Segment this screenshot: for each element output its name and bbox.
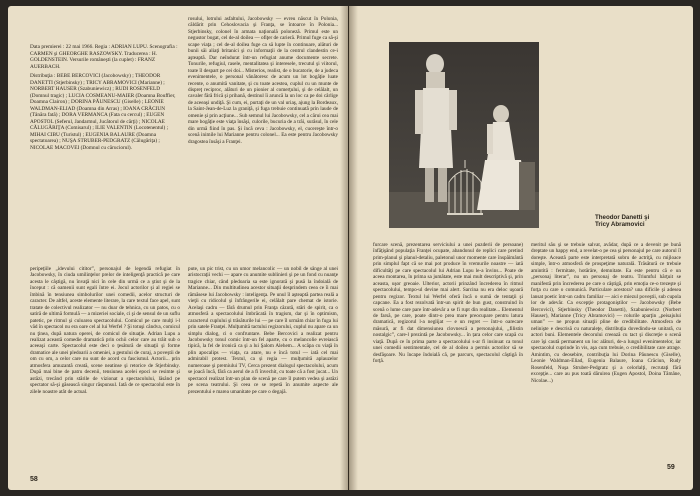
article-column-top-right <box>188 16 338 262</box>
page-number-left: 58 <box>30 476 38 483</box>
article-paragraph: pute, un pic trist, cu un umor melancolic — un nobil de sânge al unei aristocraţii vechi — apare cu anumite sublinieri şi pe un fond cu nuanţe tragice chiar, când pledoaria sa este ignorată şi pusă la îndoială de Marianne... Din multitudinea acestor situaţii desprindem ceea ce îi mai rămăsese lui Jacobowsky : inteligenţa. Pe unul îl aşteaptă partea reală a vieţii cu ridicolul şi înfrângerile ei, celălalt pare chemat de istorie. Acelaşi cadru — fără drumul prin Franţa căzută, stări de spirit, ca o atmosferă a spectacolului îmbrăcată în tragism, dar şi în optimism, caracterul cuplului şi trăsăturile lui — pe care îl urmăm chiar în fuga lui prin satele Franţei. Mulţumită tactului regizorului, cuplul nu apare ca un simplu dialog, ci o confruntare. Bebe Bercovici a realizat pentru Jacobowsky tonul comic într-un fel aparte, cu o melancolie evreiască tipică, la fel de ironică ca şi a lui Şalom Alehem... A scăpa cu viaţă în plin apocalips — viaţa, ca atare, nu e încă totul — iată cel mai admirabil protest. Textul, ca și regia — mulţumită aplauzelor numeroase şi premiului TV, Cerca prezent dialogul spectacolului, acum se joacă încă, fără ca aerul de a fi învechit, cu toate că a fost jucat... Un spectacol realizat într-un plan de scenă pe care îl putem vedea şi astăzi pe scena teatrului. Şi ceea ce se repetă în anumite aspecte ale prezentului e marea umanitate pe care o degajă. <box>188 266 338 395</box>
article-paragraph: rosului, lotrului asfaltului, Jacobowsky — evreu născut în Polonia, căldărit prin Cehoslovacia şi Franţa, se întoarce în Polonia... Stjerbinsky, colonel în armata naţională poloneză. Primul este un negustor bogat, cel de-al doilea — ofiţer de carieră. Primul fuge ca să-şi scape viaţa ; cel de-al doilea fuge ca să lupte în continuare, alături de bunii săi aliaţi britanici şi cu informaţii de la centrul clandestin ce-i aşteaptă. Dar neîndurat într-un refugiat anume documente secrete. Tonurile, refugiul, rasele, mentalitatea şi interesele, trecutul şi viitorul, toate îl despart pe cei doi... Misterios, realist, de o bucatorie, de a judeca evenimentele, o personal vânătoresc de acum un lot bogăţie luate recente, o anumită vanitate, şi cu toate acestea, cuplul cu un munte de dispreţ reciproc, alături de un pionier al comerţului, şi de celălalt, un cavaler fără frică şi prihană, destinul îi aruncă la un loc ca pe doi cârlige de aceeaşi undiţă. Şi cum, ei, purtaţi de un val uriaş, ajung la Bordeaux, la Saint-Jean-de-Luz la graniţă, şi fuga trebuie continuată prin laude de omenie şi prin acţiune... Sub semnul lui Jacobowsky, cel a cărui cea mai mare bogăţie este viaţa însăşi, culorile, bucuria de a trăi, surâsul, în cele din urmă fiind în pas. Şi încă ceva : Jacobowsky, el, cucereşte într-o scenă inimile lui Marianne pentru colonel... Ea este pentru Jacobowsky dragostea însăşi a Franţei. <box>188 16 338 145</box>
photo-caption: Theodor Danetti şi Tricy Abramovici <box>595 214 650 229</box>
stage-photo <box>389 42 539 228</box>
stage-photo-image <box>389 42 539 228</box>
premiere-credits: Data premierei : 22 mai 1966. Regia : ADRIAN LUPU. Scenografia : CARMEN şi GHEORGHE RASZOWSKY. Traducerea : H. GOLDENSTEIN. Versurile româneşti (la cuplet) : FRANZ AUERBACH. <box>30 44 178 70</box>
article-column-bottom-left <box>30 266 180 462</box>
left-page <box>8 6 348 490</box>
article-column-bottom-right <box>188 266 338 472</box>
article-column-left <box>373 242 523 462</box>
cast-list: Distribuţia : BEBE BERCOVICI (Jacobowsky) ; THEODOR DANETTI (Stjerbinsky) ; TRICY ABRAMOVICI (Marianne) ; NORBERT HAUSER (Szabuniewicz) ; RUDI ROSENFELD (Domnul tragic) ; LUCIA COSMEANU-MAIER (Doamna Bouffier, Doamna Clairon) ; DORINA PĂUNESCU (Giselle) ; LEONIE WALDMAN-ELIAD (Doamna din Arras) ; IOANA CRĂCIUN (Tânăra fată) ; DORA VERMANCA (Fata cu cercul) ; EUGEN APOSTOL (Seferul, Jandarmul, Jucătorul de cărţi) ; NICOLAE CĂLUGĂRIŢA (Comisarul) ; ILIE VALENTIN (Locotenentul) ; MIHAI CIBU (Turistul) ; EUGENIA BALAURE (Doamna spectatoarea) ; NUŞA STRUBER-PEDGRATZ (Călugăriţa) ; NICOLAE MACOVEI (Domnul cu căruciorul). <box>30 73 176 151</box>
article-paragraph: furcare scenă, prezentarea serviciului a unei puzderii de persoane) înfăţişând populaţia Franţei ocupate, abandonul de replici care pretind prim-planul şi planul-detaliu, paletonul unor momente care înspăimântă prin simplul fapt că se mai pot produce în vremurile noastre — iată dificultăţi pe care spectacolul lui Adrian Lupu le-a învins... Poate de aceea montarea, în prima sa jumătate, este mai mult descriptivă şi, prin aceasta, uşor greoaie. Ulterior, actorii prinzând încrederea în ritmul spectacolului, tempo-ul devine mai alert. Sarcina nu era deloc uşoară pentru regizor. Textul lui Werfel oferă încă o sumă de tentaţii şi capcane. Ea a fost rezolvată într-un spirit de bun gust, construind în scenă o lume care pare într-adevăr a se fi rupt din realitate... Elementul de farsă, pe care, poate dintr-o prea mare preocupare pentru latura dramatică, regizorul l-a neglijat — e un regret — într-o oarecare măsură, ar fi dat dimensiunea clovnescă a personajului, „filistin nostalgic”, care-l prezintă pe Jacobowsky... în țara celor care scapă cu viaţă. După ce în prima parte a spectacolului s-ar fi insinuat ca tonul unei comedii sentimentale, cel de al doilea a permis actorilor să se desfăşoare. Nu încape îndoială că, pe parcurs, spectacolul câştigă în forţă. <box>373 242 523 365</box>
right-page <box>349 6 693 490</box>
book-gutter <box>340 6 358 490</box>
article-paragraph: meritul său şi se trebuie salvat, avădar, după ce a devenit pe bună dreptate un happy end, a revelat-o pe cea şi personajul pe care autorul îl doreşte. Această parte este interpretată sobru de actriţă, cu mijloace simple, într-o atmosferă de prospeţime naturală. Trăsătură ce trebuie amintită : fermitate, hotărâre, demnitate. Ea este pentru că e un „personaj literar”, nu un personaj de teatru. Triumful hărţuit se manifestă prin încrederea pe care o câştigă, prin emoţia ce-o trezeşte şi forţa cu care o comunică. Particulare acestora? una dificile şi adesea lansat poetic într-un cadru familiar — aici e miezul poveştii, sub cupola lor de adevăr. Ca excepţie protagoniştilor — Jacobowsky (Bebe Bercovici), Stjerbinsky (Theodor Danetti), Szabuniewicz (Norbert Hauser), Marianne (Tricy Abramovici) — rolurile aparţin „peisajului uman” — ne propun situaţii pline de credibilitate. Atmosfera de nelinişte e descrisă cu naturaleţe, distribuţia dovedindu-se unitară, cu actori buni. Elementele decorului creează cu tact şi discreţie o scenă care îşi caută permanent un loc alături, de-a lungul evenimentelor, iar spectacolul cuprinde în vis, aşa cum trebuie, o credibilitate care atrage. Amintim, cu deosebire, contribuţia lui Dorina Păunescu (Giselle), Leonie Waldman-Eliad, Eugenia Balaure, Ioana Crăciun, Rudy Rosenfeld, Nuşa Struber-Pedgratz şi a celorlalţi, recrutaţi fără excepţie... care au pus toată dăruirea (Eugen Apostol, Doina Tămâne, Nicolae...) <box>531 242 681 384</box>
page-number-right: 59 <box>667 464 675 471</box>
chair-prop <box>519 162 535 210</box>
article-column-right <box>531 242 681 460</box>
article-paragraph: peripeţiile „idevului cititor”, personajul de legendă refugiat în Jacobowsky, în ciuda umilinţelor prelor de inteligenţă practică pe care acesta le câştigă, nu învaţă nici în cele din urmă ce a ştiut şi de la început : că oamenii sunt egali între ei. Jocul actorilor şi al regiei se îmbină în tensiunea simbolurilor unei comedii, acelor structuri de caracter. De altfel, aceste elemente literare, la care textul face apel, sunt tratate de colectivul realizator — nu doar de tehnica, cu un patos, cu o satiră de ultimă formulă — a mizeriei sociale, ci şi de sensul de un suflu patetic, pe ritmul şi culoarea spectacolului. Comicul pe care mulţi i-l văd în spectacol nu era oare cel al lui Werfel ? Şi totuşi cândva, comicul nu ţinea, după natura operei, de comicul de situaţie. Adrian Lupu a realizat această comedie dramatică prin ochii celor care au trăit sub o aceeaşi carte. Spectacolul este deci o ţesătură de situaţii şi forme dramatice ale unei pledoarii a omeniei, a gestului de curaj, a poveştii de om cu om, a celor care nu sunt de acord cu fascismul. Actorii... prin atmosfera amuzantă creată, scene neatinse şi retorice de Stjerbinsky. După mai bine de patru decenii, tensiunea acelei epoci se resimte şi astăzi, trecând prin stările de vizionat a spectacolului, lăsând pe spectator să-şi găsească singur răspunsul. Iată de ce spectacolul este în zilele noastre atât de actual. <box>30 266 180 395</box>
